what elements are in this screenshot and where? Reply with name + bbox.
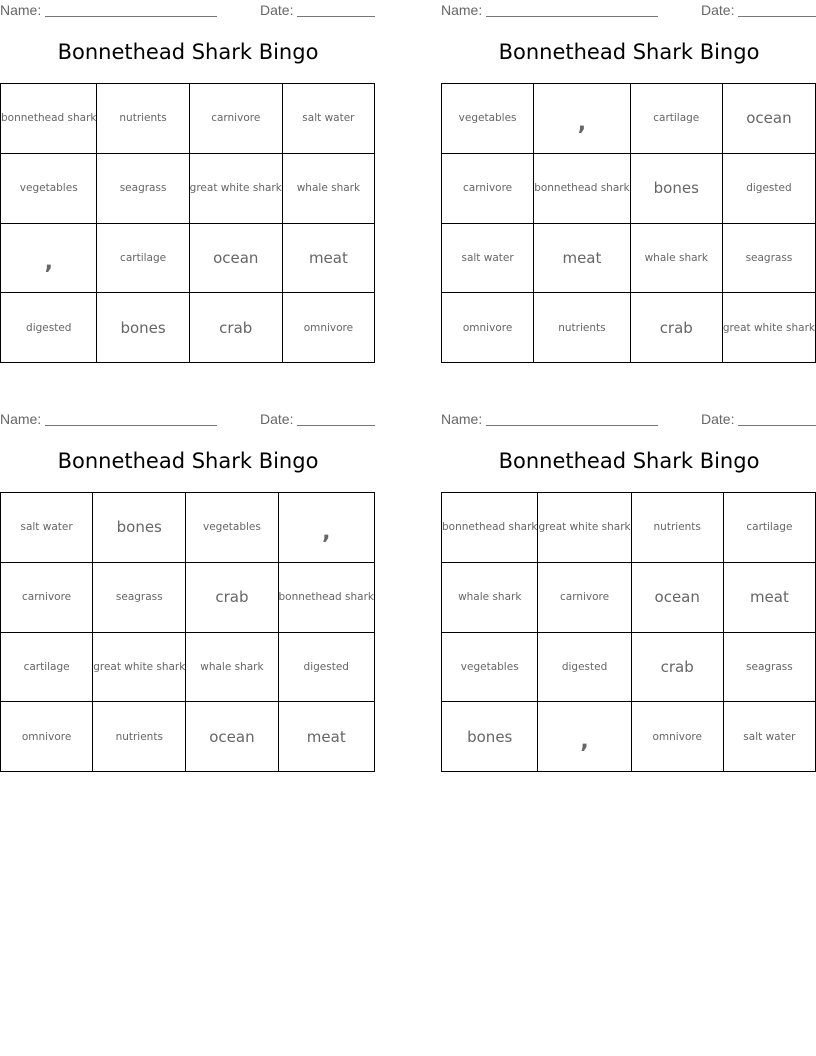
bingo-cell: digested — [1, 293, 97, 363]
bingo-cell: bonnethead shark — [1, 84, 97, 154]
bingo-cell: whale shark — [283, 154, 375, 224]
bingo-cell: crab — [632, 633, 724, 703]
bingo-cell: seagrass — [93, 563, 186, 633]
bingo-cell: bonnethead shark — [534, 154, 630, 224]
bingo-card — [0, 0, 376, 380]
bingo-cell: carnivore — [442, 154, 534, 224]
card-title: Bonnethead Shark Bingo — [57, 449, 319, 473]
bingo-cell: carnivore — [190, 84, 283, 154]
bingo-grid — [441, 492, 816, 772]
bingo-cell: cartilage — [724, 493, 816, 563]
date-blank-line — [297, 16, 375, 17]
date-label: Date: — [260, 411, 294, 427]
bingo-grid — [0, 492, 375, 772]
card-header — [0, 411, 376, 429]
name-label: Name: — [441, 2, 483, 18]
bingo-cell: great white shark — [538, 493, 631, 563]
card-header — [0, 2, 376, 20]
bingo-cell: ocean — [186, 702, 278, 772]
bingo-cell: whale shark — [442, 563, 538, 633]
bingo-cell: meat — [724, 563, 816, 633]
bingo-cell: bones — [442, 702, 538, 772]
bingo-cell: omnivore — [283, 293, 375, 363]
date-blank-line — [738, 425, 816, 426]
bingo-cell: ocean — [723, 84, 816, 154]
bingo-grid — [0, 83, 375, 363]
bingo-cell: nutrients — [534, 293, 630, 363]
bingo-cell: bones — [631, 154, 723, 224]
bingo-cell: whale shark — [631, 224, 723, 294]
name-label: Name: — [441, 411, 483, 427]
name-blank-line — [486, 16, 658, 17]
bingo-cell: nutrients — [97, 84, 189, 154]
card-title: Bonnethead Shark Bingo — [498, 40, 760, 64]
bingo-cell: great white shark — [190, 154, 283, 224]
bingo-cell: carnivore — [1, 563, 93, 633]
bingo-cell: omnivore — [632, 702, 724, 772]
bingo-cell: cartilage — [631, 84, 723, 154]
date-label: Date: — [701, 2, 735, 18]
bingo-cell: bones — [93, 493, 186, 563]
bingo-cell: vegetables — [442, 633, 538, 703]
date-blank-line — [738, 16, 816, 17]
bingo-card — [441, 0, 816, 380]
card-header — [441, 2, 816, 20]
bingo-grid — [441, 83, 816, 363]
bingo-cell: crab — [190, 293, 283, 363]
bingo-cell: seagrass — [724, 633, 816, 703]
bingo-cell: vegetables — [1, 154, 97, 224]
bingo-cell: bones — [97, 293, 189, 363]
bingo-cell: seagrass — [723, 224, 816, 294]
bingo-cell: bonnethead shark — [279, 563, 375, 633]
name-label: Name: — [0, 2, 42, 18]
bingo-cell: bonnethead shark — [442, 493, 538, 563]
bingo-cell: cartilage — [1, 633, 93, 703]
bingo-cell: , — [279, 493, 375, 563]
bingo-cell: vegetables — [186, 493, 278, 563]
name-blank-line — [45, 16, 217, 17]
date-label: Date: — [701, 411, 735, 427]
bingo-cell: nutrients — [93, 702, 186, 772]
bingo-cell: salt water — [1, 493, 93, 563]
bingo-cell: crab — [186, 563, 278, 633]
bingo-cell: meat — [279, 702, 375, 772]
name-blank-line — [45, 425, 217, 426]
bingo-cell: great white shark — [93, 633, 186, 703]
bingo-cell: salt water — [283, 84, 375, 154]
bingo-cell: ocean — [190, 224, 283, 294]
bingo-cell: crab — [631, 293, 723, 363]
bingo-cell: great white shark — [723, 293, 816, 363]
bingo-cell: digested — [538, 633, 631, 703]
bingo-cell: omnivore — [442, 293, 534, 363]
date-label: Date: — [260, 2, 294, 18]
bingo-cell: , — [538, 702, 631, 772]
bingo-cell: salt water — [442, 224, 534, 294]
name-label: Name: — [0, 411, 42, 427]
name-blank-line — [486, 425, 658, 426]
bingo-cell: meat — [283, 224, 375, 294]
bingo-cell: omnivore — [1, 702, 93, 772]
bingo-cell: vegetables — [442, 84, 534, 154]
card-title: Bonnethead Shark Bingo — [498, 449, 760, 473]
date-blank-line — [297, 425, 375, 426]
bingo-cell: digested — [723, 154, 816, 224]
bingo-card — [441, 409, 816, 789]
bingo-cell: meat — [534, 224, 630, 294]
bingo-cell: , — [534, 84, 630, 154]
bingo-cell: digested — [279, 633, 375, 703]
bingo-cell: salt water — [724, 702, 816, 772]
card-header — [441, 411, 816, 429]
bingo-cell: whale shark — [186, 633, 278, 703]
bingo-cell: nutrients — [632, 493, 724, 563]
card-title: Bonnethead Shark Bingo — [57, 40, 319, 64]
bingo-cell: cartilage — [97, 224, 189, 294]
bingo-cell: , — [1, 224, 97, 294]
bingo-cell: ocean — [632, 563, 724, 633]
bingo-cell: carnivore — [538, 563, 631, 633]
bingo-cell: seagrass — [97, 154, 189, 224]
bingo-card — [0, 409, 376, 789]
